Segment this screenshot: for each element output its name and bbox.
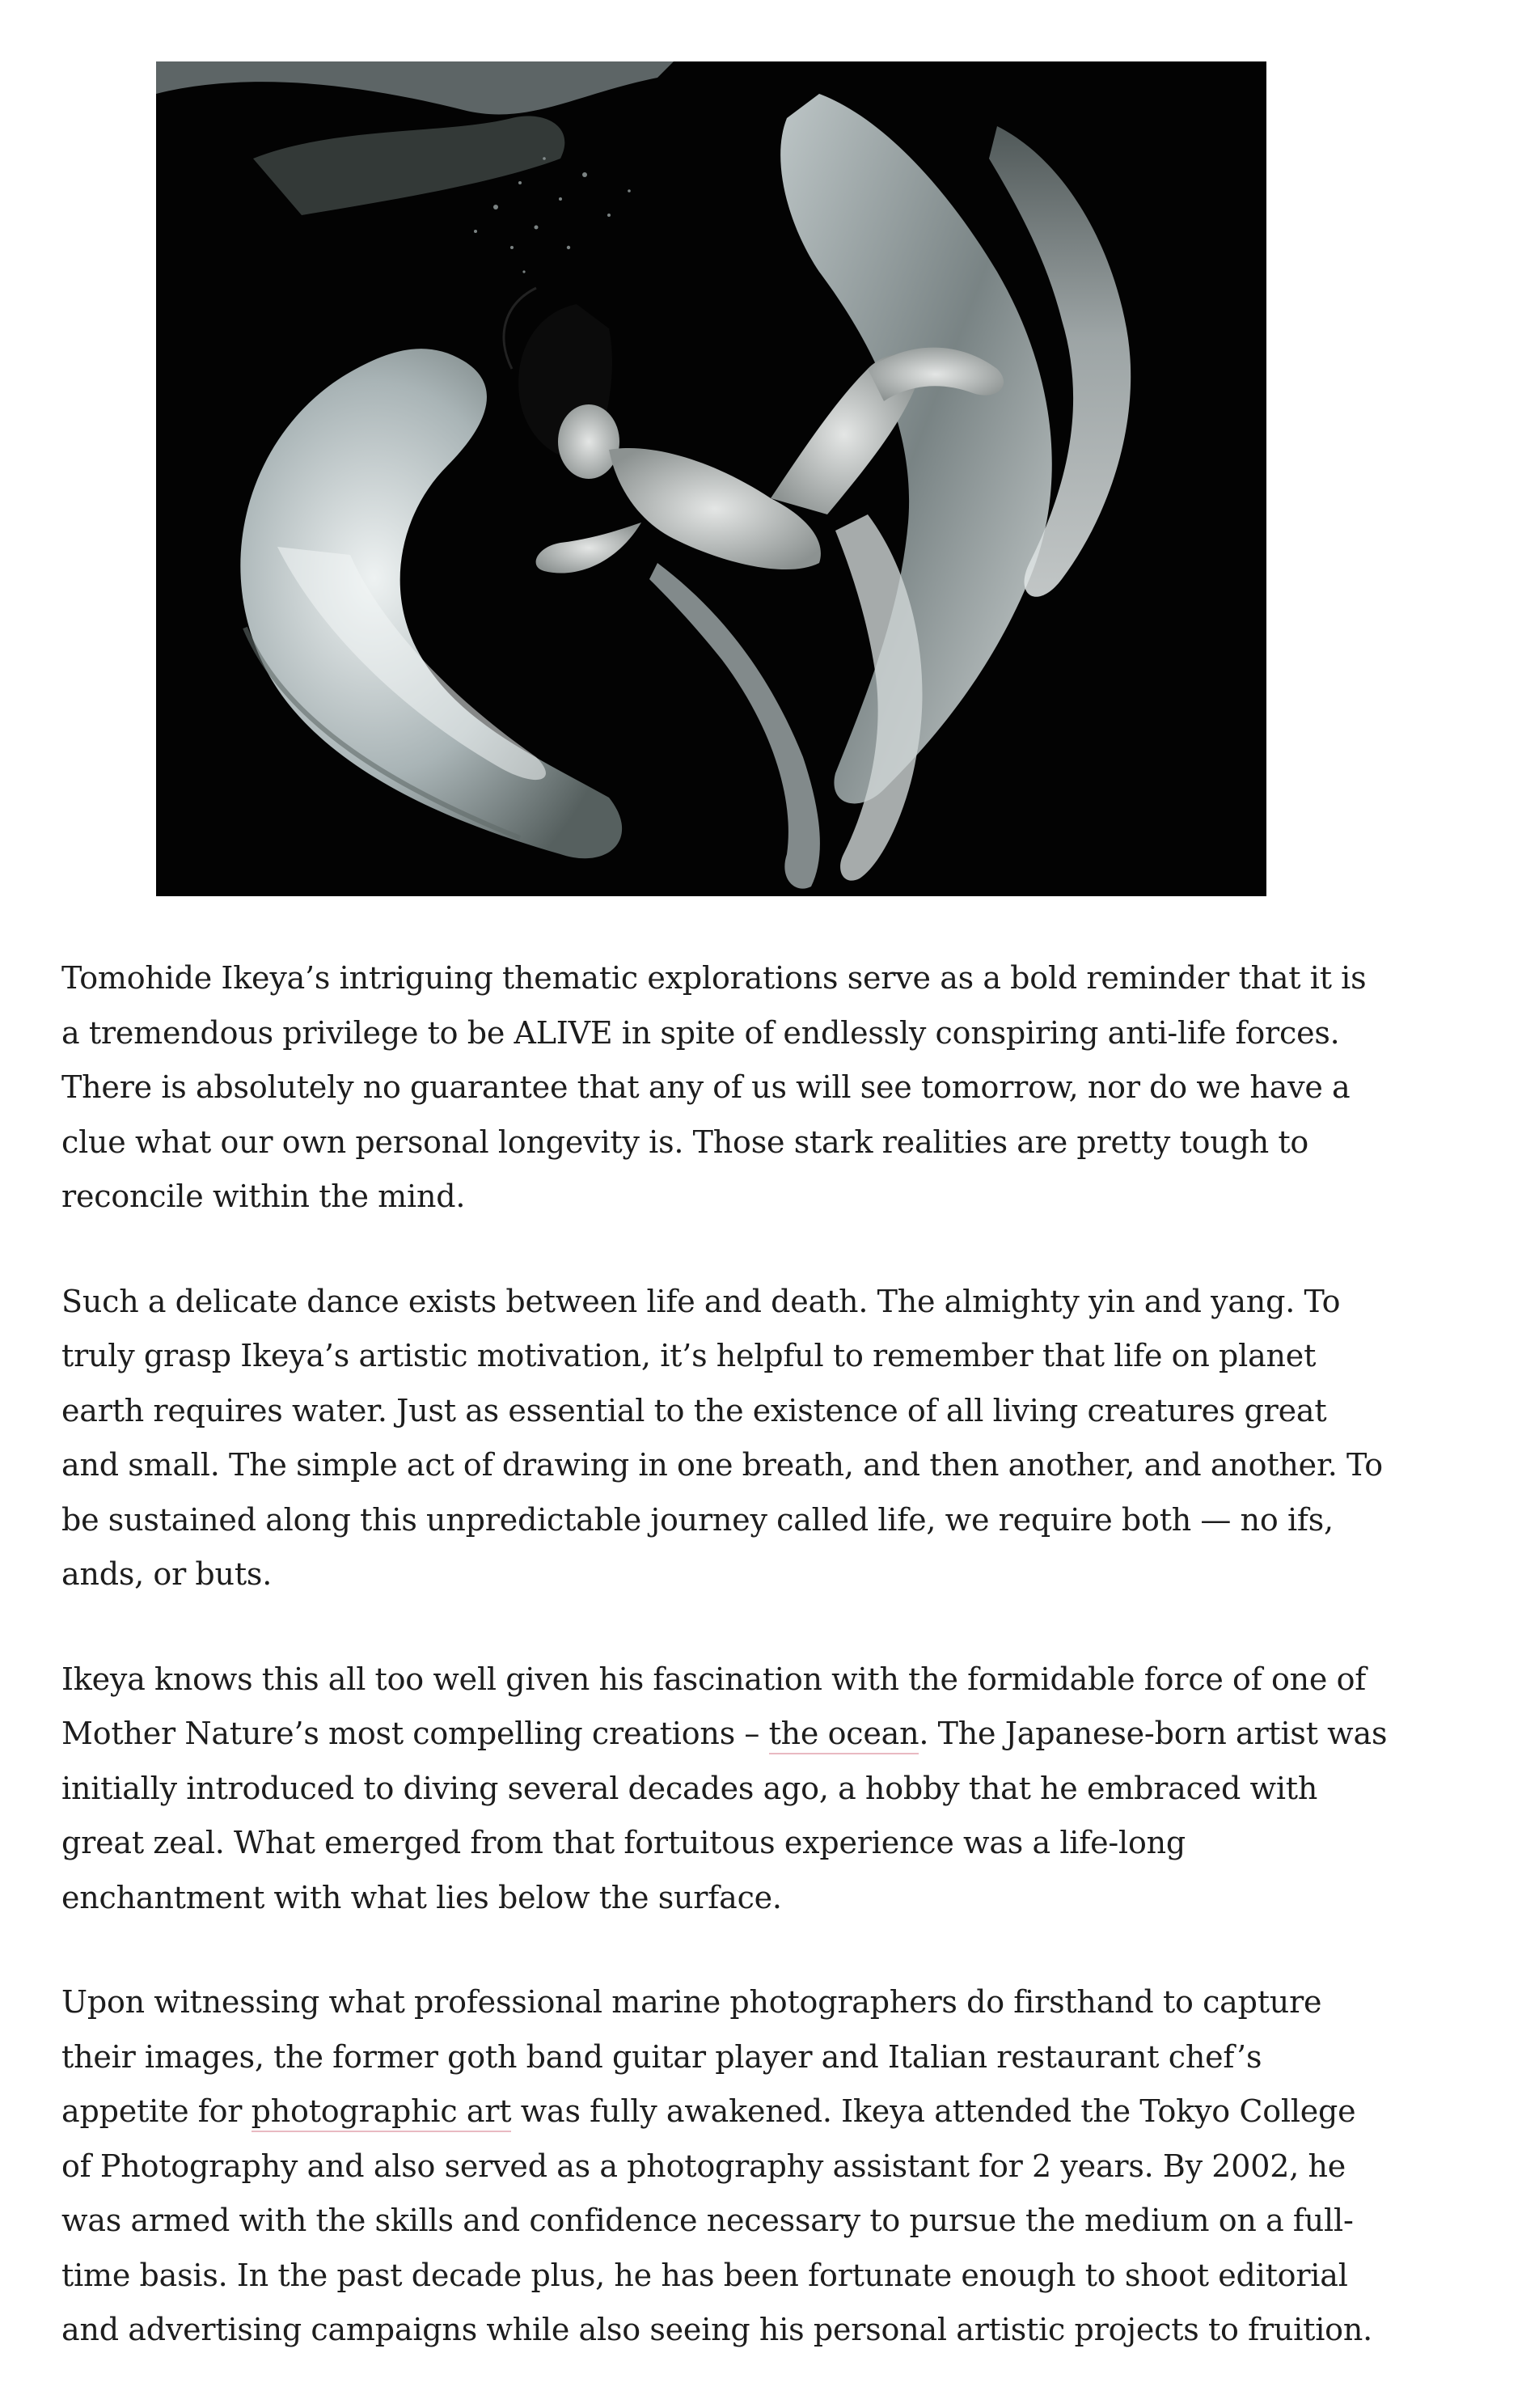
paragraph-3-after: . The Japanese-born artist was initially introduced to diving several decades ago, a hobby that he embraced with great zeal. What emerged from that fortuitous experience was a life-long enchantment with what lies below the surface. <box>61 1716 1388 1915</box>
photographic-art-link[interactable]: photographic art <box>252 2093 512 2132</box>
hero-photo <box>156 61 1266 896</box>
paragraph-2: Such a delicate dance exists between life and death. The almighty yin and yang. To truly grasp Ikeya’s artistic motivation, it’s helpful to remember that life on planet earth requires water. Just as essential to the existence of all living creatures great and small. The simple act of drawing in one breath, and then another, and another. To be sustained along this unpredictable journey called life, we require both — no ifs, ands, or buts. <box>61 1283 1383 1592</box>
paragraph-4-before: Upon witnessing what professional marine photographers do firsthand to capture their images, the former goth band guitar player and Italian restaurant chef’s appetite for <box>61 1984 1322 2129</box>
the-ocean-link[interactable]: the ocean <box>769 1716 919 1754</box>
paragraph-1: Tomohide Ikeya’s intriguing thematic explorations serve as a bold reminder that it is a tremendous privilege to be ALIVE in spite of endlessly conspiring anti-life forces. There is absolutely no guarantee that any of us will see tomorrow, nor do we have a clue what our own personal longevity is. Those stark realities are pretty tough to reconcile within the mind. <box>61 960 1367 1214</box>
paragraph-4 <box>61 1975 1388 2358</box>
underwater-figure-illustration <box>156 61 1266 896</box>
article-body <box>61 951 1388 2408</box>
paragraph-3-before: Ikeya knows this all too well given his fascination with the formidable force of one of Mother Nature’s most compelling creations – <box>61 1661 1367 1751</box>
paragraph-3 <box>61 1653 1388 1926</box>
paragraph-4-after: was fully awakened. Ikeya attended the Tokyo College of Photography and also served as a photography assistant for 2 years. By 2002, he was armed with the skills and confidence necessary to pursue the medium on a full-time basis. In the past decade plus, he has been fortunate enough to shoot editorial and advertising campaigns while also seeing his personal artistic projects to fruition. <box>61 2093 1372 2347</box>
